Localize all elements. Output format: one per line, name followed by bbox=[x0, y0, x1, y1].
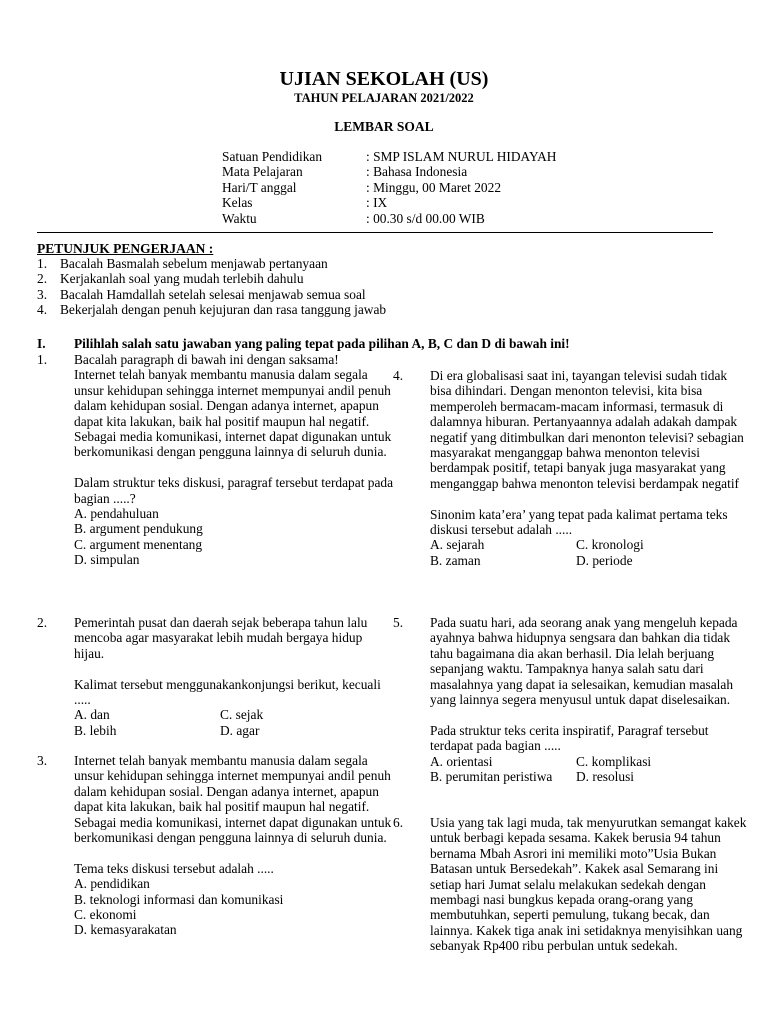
question-4 bbox=[393, 368, 750, 568]
instruction-number: 1. bbox=[37, 256, 48, 271]
question-5 bbox=[393, 615, 750, 785]
question-prompt: Pada struktur teks cerita inspiratif, Paragraf tersebut terdapat pada bagian ..... bbox=[430, 722, 709, 754]
identity-label: Kelas bbox=[222, 195, 253, 211]
option-d: D. simpulan bbox=[74, 552, 140, 568]
instruction-item bbox=[37, 287, 457, 302]
question-passage: Pemerintah pusat dan daerah sejak beberapa tahun lalu mencoba agar masyarakat lebih mudah bergaya hidup hijau. bbox=[74, 615, 368, 661]
identity-value: : IX bbox=[366, 195, 388, 211]
question-number: 5. bbox=[393, 615, 404, 630]
option-d: D. resolusi bbox=[576, 769, 635, 785]
options-grid bbox=[430, 537, 750, 568]
instruction-text: Bacalah Hamdallah setelah selesai menjawab semua soal bbox=[60, 286, 366, 302]
instructions-list bbox=[37, 256, 457, 318]
section-number: I. bbox=[37, 336, 46, 351]
question-passage: Di era globalisasi saat ini, tayangan televisi sudah tidak bisa dihindari. Dengan menonton televisi, kita bisa memperoleh bermacam-macam informasi, termasuk di dalamnya hiburan. Pertanyaannya adalah adakah dampak negatif yang ditimbulkan dari menonton televisi? sebagian masyarakat menganggap bahwa menonton televisi berdampak positif, tetapi banyak juga masyarakat yang menganggap bahwa menonton televisi berdampak negatif bbox=[430, 368, 744, 491]
option-b: B. teknologi informasi dan komunikasi bbox=[74, 891, 284, 907]
question-passage: Internet telah banyak membantu manusia dalam segala unsur kehidupan sehingga internet mempunyai andil penuh dalam kehidupan sosial. Dengan adanya internet, apapun dapat kita lakukan, baik hal positif maupun hal negatif. Sebagai media komunikasi, internet dapat digunakan untuk berkomunikasi dengan pengguna lainnya di seluruh dunia. bbox=[74, 367, 392, 460]
option-b: B. zaman bbox=[430, 552, 481, 568]
identity-value: : 00.30 s/d 00.00 WIB bbox=[366, 210, 485, 226]
option-c: C. sejak bbox=[220, 707, 264, 723]
instruction-text: Bacalah Basmalah sebelum menjawab pertanyaan bbox=[60, 256, 328, 271]
identity-row-subject bbox=[222, 164, 467, 179]
question-number: 6. bbox=[393, 815, 404, 830]
option-a: A. pendahuluan bbox=[74, 506, 159, 522]
question-passage: Internet telah banyak membantu manusia dalam segala unsur kehidupan sehingga internet mempunyai andil penuh dalam kehidupan sosial. Dengan adanya internet, apapun dapat kita lakukan, baik hal positif maupun hal negatif. Sebagai media komunikasi, internet dapat digunakan untuk berkomunikasi dengan pengguna lainnya di seluruh dunia. bbox=[74, 753, 392, 846]
section-instruction: Pilihlah salah satu jawaban yang paling tepat pada pilihan A, B, C dan D di bawah ini! bbox=[74, 336, 570, 351]
exam-title: UJIAN SEKOLAH (US) bbox=[279, 68, 489, 90]
identity-label: Waktu bbox=[222, 210, 257, 226]
question-3 bbox=[37, 753, 394, 938]
instruction-item bbox=[37, 256, 457, 271]
identity-row-date bbox=[222, 180, 501, 195]
identity-value: : Minggu, 00 Maret 2022 bbox=[366, 179, 502, 195]
header-divider bbox=[37, 232, 713, 233]
option-d: D. kemasyarakatan bbox=[74, 922, 177, 938]
option-b: B. perumitan peristiwa bbox=[430, 769, 553, 785]
question-prompt: Dalam struktur teks diskusi, paragraf tersebut terdapat pada bagian .....? bbox=[74, 475, 394, 506]
question-prompt: Kalimat tersebut menggunakankonjungsi berikut, kecuali ..... bbox=[74, 676, 381, 708]
question-6 bbox=[393, 815, 750, 954]
question-number: 3. bbox=[37, 753, 48, 768]
option-c: C. argument menentang bbox=[74, 536, 203, 552]
option-a: A. dan bbox=[74, 707, 110, 723]
identity-value: : SMP ISLAM NURUL HIDAYAH bbox=[366, 149, 557, 164]
identity-row-school bbox=[222, 149, 556, 164]
question-passage: Usia yang tak lagi muda, tak menyurutkan semangat kakek untuk berbagi kepada sesama. Kakek berusia 94 tahun bernama Mbah Asrori ini memiliki moto”Usia Bukan Batasan untuk Bersedekah”. Kakek asal Semarang ini setiap hari Jumat selalu melakukan sedekah dengan membagi nasi bungkus kepada orang-orang yang membutuhkan, seperti pemulung, tukang becak, dan lainnya. Kakek tiga anak ini setidaknya menyisihkan uang sebanyak Rp400 ribu perbulan untuk sedekah. bbox=[430, 815, 747, 954]
question-1 bbox=[37, 352, 394, 568]
section-heading bbox=[37, 336, 570, 351]
option-c: C. kronologi bbox=[576, 537, 644, 553]
identity-label: Mata Pelajaran bbox=[222, 164, 303, 180]
option-b: B. lebih bbox=[74, 722, 117, 738]
option-c: C. ekonomi bbox=[74, 907, 137, 923]
question-intro: Bacalah paragraph di bawah ini dengan saksama! bbox=[74, 352, 339, 367]
instructions-heading: PETUNJUK PENGERJAAN : bbox=[37, 241, 214, 256]
option-d: D. periode bbox=[576, 552, 633, 568]
instruction-number: 3. bbox=[37, 286, 48, 302]
option-a: A. sejarah bbox=[430, 537, 485, 553]
options-grid bbox=[430, 754, 750, 785]
question-2 bbox=[37, 615, 394, 738]
question-prompt: Sinonim kata’era’ yang tepat pada kalimat pertama teks diskusi tersebut adalah ..... bbox=[430, 506, 728, 538]
identity-value: : Bahasa Indonesia bbox=[366, 164, 468, 180]
instruction-text: Kerjakanlah soal yang mudah terlebih dahulu bbox=[60, 271, 304, 287]
option-d: D. agar bbox=[220, 722, 260, 738]
instruction-text: Bekerjalah dengan penuh kejujuran dan rasa tanggung jawab bbox=[60, 302, 387, 318]
option-a: A. pendidikan bbox=[74, 876, 150, 892]
instruction-number: 4. bbox=[37, 302, 48, 318]
options-grid bbox=[74, 707, 394, 738]
academic-year: TAHUN PELAJARAN 2021/2022 bbox=[294, 91, 474, 105]
option-a: A. orientasi bbox=[430, 753, 493, 769]
question-number: 1. bbox=[37, 352, 48, 367]
identity-row-class bbox=[222, 195, 387, 210]
identity-label: Satuan Pendidikan bbox=[222, 149, 323, 164]
question-number: 4. bbox=[393, 368, 404, 383]
instruction-number: 2. bbox=[37, 271, 48, 287]
sheet-title: LEMBAR SOAL bbox=[334, 119, 434, 134]
identity-label: Hari/T anggal bbox=[222, 179, 297, 195]
question-prompt: Tema teks diskusi tersebut adalah ..... bbox=[74, 860, 274, 876]
instruction-item bbox=[37, 302, 457, 317]
instruction-item bbox=[37, 271, 457, 286]
option-c: C. komplikasi bbox=[576, 753, 652, 769]
identity-row-time bbox=[222, 211, 485, 226]
question-passage: Pada suatu hari, ada seorang anak yang mengeluh kepada ayahnya bahwa hidupnya sengsara dan bahkan dia tidak tahu bagaimana dia akan berhasil. Dia lelah berjuang sepanjang waktu. Tampaknya hanya salah satu dari masalahnya yang dapat ia selesaikan, kemudian masalah yang lainnya segera menyusul untuk dapat diselesaikan. bbox=[430, 615, 738, 708]
option-b: B. argument pendukung bbox=[74, 521, 203, 537]
question-number: 2. bbox=[37, 615, 48, 630]
